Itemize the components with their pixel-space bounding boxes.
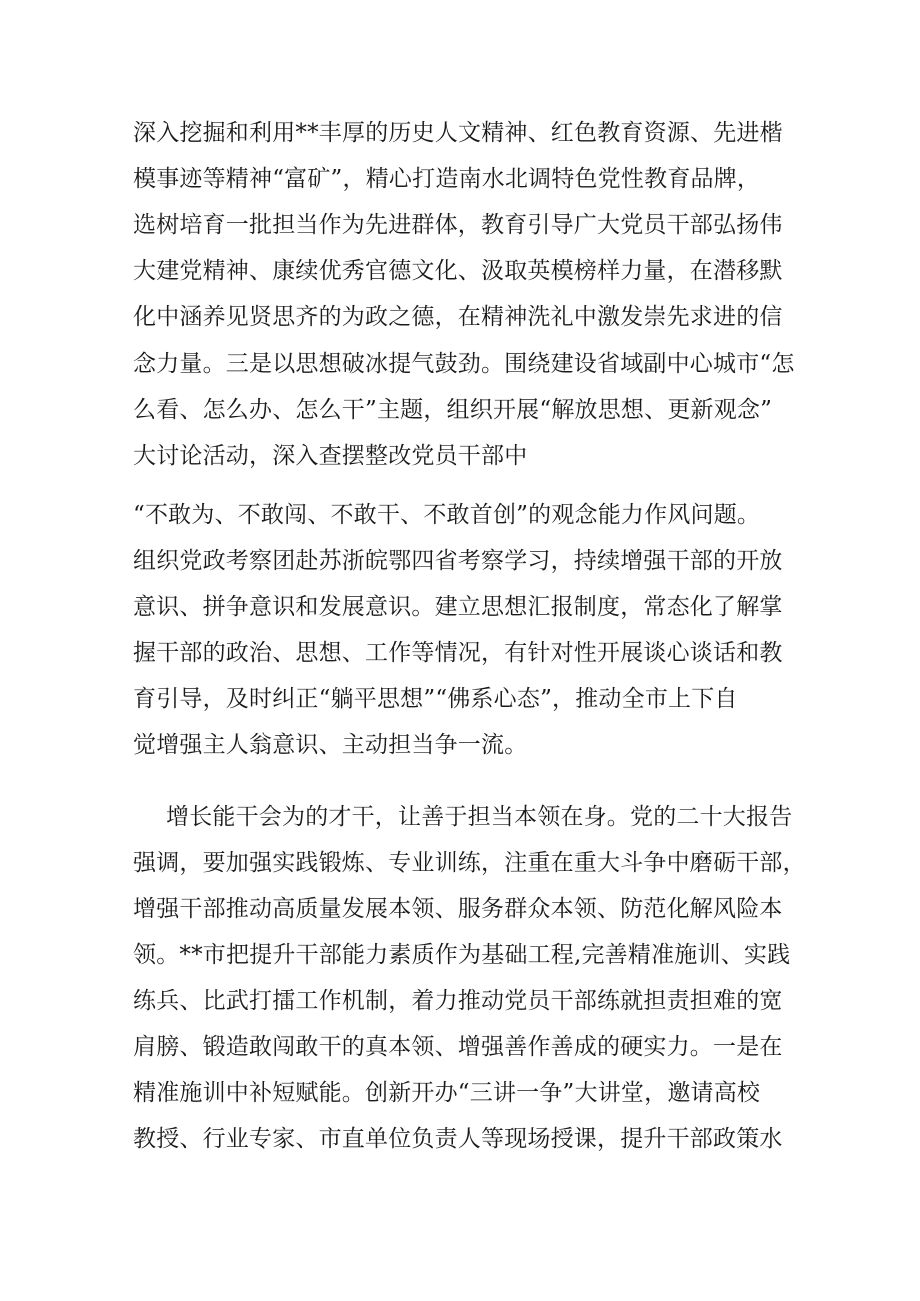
paragraph-1-line-1: 深入挖掘和利用**丰厚的历史人文精神、红色教育资源、先进楷 xyxy=(133,120,783,146)
paragraph-1-line-9: “不敢为、不敢闯、不敢干、不敢首创”的观念能力作风问题。 xyxy=(133,502,761,528)
paragraph-1-line-11: 意识、拼争意识和发展意识。建立思想汇报制度，常态化了解掌 xyxy=(133,594,783,620)
paragraph-1-line-12: 握干部的政治、思想、工作等情况，有针对性开展谈心谈话和教 xyxy=(133,640,783,666)
paragraph-1-line-7: 么看、怎么办、怎么干”主题，组织开展“解放思想、更新观念” xyxy=(133,397,773,423)
paragraph-1-line-3: 选树培育一批担当作为先进群体，教育引导广大党员干部弘扬伟 xyxy=(133,212,783,238)
paragraph-2-line-6: 肩膀、锻造敢闯敢干的真本领、增强善作善成的硬实力。一是在 xyxy=(133,1034,783,1060)
paragraph-1-line-6: 念力量。三是以思想破冰提气鼓劲。围绕建设省域副中心城市“怎 xyxy=(133,351,795,377)
paragraph-1-line-2: 模事迹等精神“富矿”，精心打造南水北调特色党性教育品牌， xyxy=(133,166,761,192)
paragraph-2-line-3: 增强干部推动高质量发展本领、服务群众本领、防范化解风险本 xyxy=(133,896,783,922)
paragraph-2-line-8: 教授、行业专家、市直单位负责人等现场授课，提升干部政策水 xyxy=(133,1126,783,1152)
paragraph-1-line-4: 大建党精神、康续优秀官德文化、汲取英模榜样力量，在潜移默 xyxy=(133,258,783,284)
paragraph-2-line-1: 增长能干会为的才干，让善于担当本领在身。党的二十大报告 xyxy=(166,804,793,830)
paragraph-2-line-7: 精准施训中补短赋能。创新开办“三讲一争”大讲堂，邀请高校 xyxy=(133,1080,761,1106)
paragraph-2-line-5: 练兵、比武打擂工作机制，着力推动党员干部练就担责担难的宽 xyxy=(133,988,783,1014)
paragraph-1-line-10: 组织党政考察团赴苏浙皖鄂四省考察学习，持续增强干部的开放 xyxy=(133,548,783,574)
paragraph-1-line-13: 育引导，及时纠正“躺平思想”“佛系心态”，推动全市上下自 xyxy=(133,686,738,712)
paragraph-2-line-2: 强调，要加强实践锻炼、专业训练，注重在重大斗争中磨砺干部， xyxy=(133,850,806,876)
paragraph-1-line-5: 化中涵养见贤思齐的为政之德，在精神洗礼中激发崇先求进的信 xyxy=(133,304,783,330)
paragraph-1-line-14: 觉增强主人翁意识、主动担当争一流。 xyxy=(133,732,528,758)
paragraph-2-line-4: 领。**市把提升干部能力素质作为基础工程,完善精准施训、实践 xyxy=(133,942,791,968)
paragraph-1-line-8: 大讨论活动，深入查摆整改党员干部中 xyxy=(133,443,528,469)
